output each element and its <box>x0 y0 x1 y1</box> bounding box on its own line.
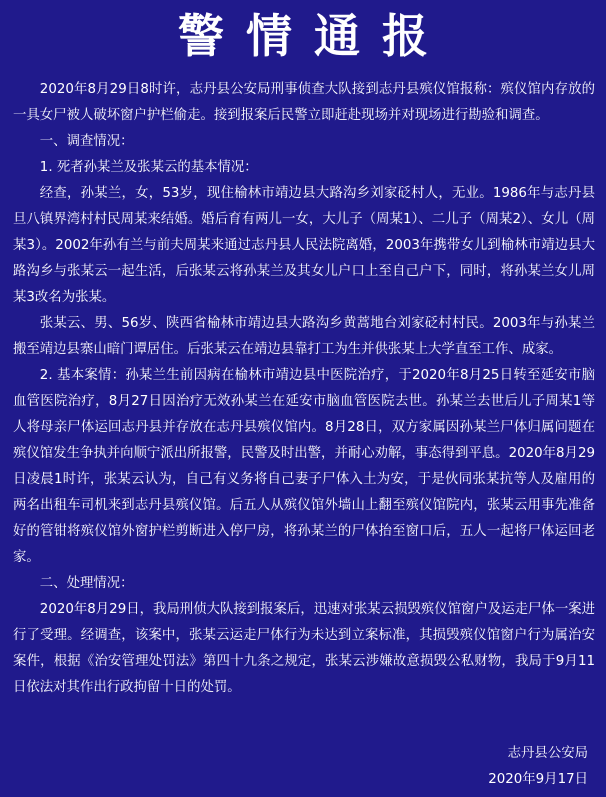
signature-block <box>388 741 588 793</box>
signature-org: 志丹县公安局 <box>507 746 588 761</box>
document-body <box>13 77 595 701</box>
section-heading-handling: 二、处理情况： <box>39 576 134 591</box>
intro-paragraph: 2020年8月29日8时许，志丹县公安局刑事侦查大队接到志丹县殡仪馆报称：殡仪馆内存放的一具女尸被人破坏窗户护栏偷走。接到报案后民警立即赶赴现场并对现场进行勘验和调查。 <box>13 82 595 123</box>
paragraph-case-facts: 2. 基本案情：孙某兰生前因病在榆林市靖边县中医院治疗，于2020年8月25日转至延安市脑血管医院治疗，8月27日因治疗无效孙某兰在延安市脑血管医院去世。孙某兰去世后儿子周某1等人将母亲尸体运回志丹县并存放在志丹县殡仪馆内。8月28日，双方家属因孙某兰尸体归属问题在殡仪馆发生争执并向顺宁派出所报警，民警及时出警，并耐心劝解，事态得到平息。2020年8月29日凌晨1时许，张某云认为，自己有义务将自己妻子尸体入土为安，于是伙同张某抗等人及雇用的两名出租车司机来到志丹县殡仪馆。后五人从殡仪馆外墙山上翻至殡仪馆院内，张某云用事先准备好的管钳将殡仪馆外窗护栏剪断进入停尸房，将孙某兰的尸体抬至窗口后，五人一起将尸体运回老家。 <box>13 368 595 565</box>
signature-date: 2020年9月17日 <box>488 772 588 787</box>
paragraph-handling: 2020年8月29日，我局刑侦大队接到报案后，迅速对张某云损毁殡仪馆窗户及运走尸体一案进行了受理。经调查，该案中，张某云运走尸体行为未达到立案标准，其损毁殡仪馆窗户行为属治安案件，根据《治安管理处罚法》第四十九条之规定，张某云涉嫌故意损毁公私财物，我局于9月11日依法对其作出行政拘留十日的处罚。 <box>13 602 595 695</box>
document-title: 警情通报 <box>178 9 450 63</box>
subsection-heading-basic-info: 1. 死者孙某兰及张某云的基本情况： <box>39 160 258 175</box>
paragraph-sun-info: 经查，孙某兰，女，53岁，现住榆林市靖边县大路沟乡刘家砭村人，无业。1986年与志丹县旦八镇界湾村村民周某来结婚。婚后育有两儿一女，大儿子（周某1）、二儿子（周某2）、女儿（周某3）。2002年孙有兰与前夫周某来通过志丹县人民法院离婚，2003年携带女儿到榆林市靖边县大路沟乡与张某云一起生活，后张某云将孙某兰及其女儿户口上至自己户下，同时，将孙某兰女儿周某3改名为张某。 <box>13 186 595 305</box>
paragraph-zhang-info: 张某云、男、56岁、陕西省榆林市靖边县大路沟乡黄蒿地台刘家砭村村民。2003年与孙某兰搬至靖边县寨山暗门谭居住。后张某云在靖边县靠打工为生并供张某上大学直至工作、成家。 <box>13 316 595 357</box>
section-heading-investigation: 一、调查情况： <box>39 134 134 149</box>
